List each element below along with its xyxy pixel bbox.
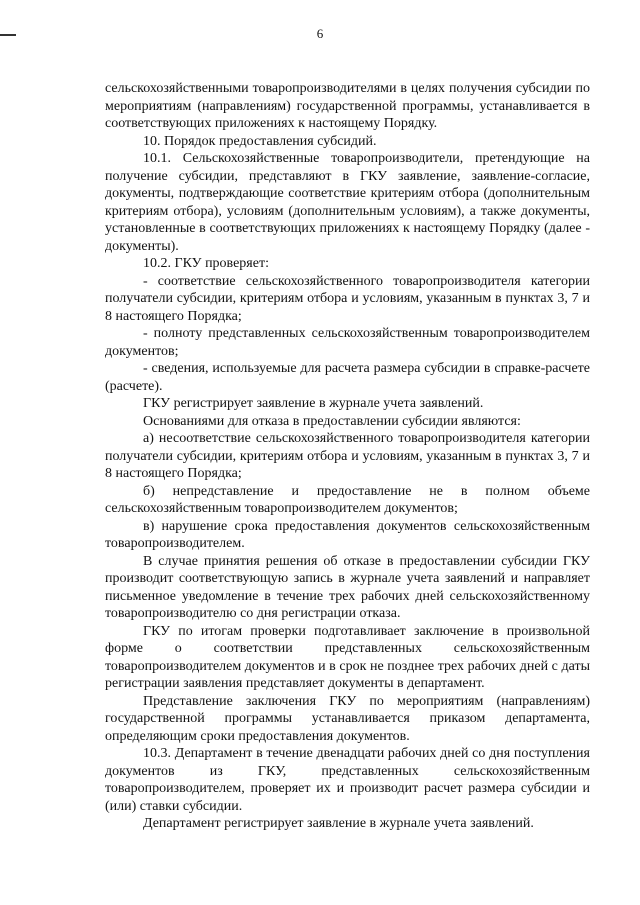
paragraph: б) непредставление и предоставление не в полном объеме сельскохозяйственным товаропроизводителем документов;	[105, 483, 590, 516]
paragraph: Основаниями для отказа в предоставлении субсидии являются:	[143, 413, 521, 429]
paragraph: В случае принятия решения об отказе в предоставлении субсидии ГКУ производит соответствующую запись в журнале учета заявлений и направляет письменное уведомление в течение трех рабочих дней сельскохозяйственному товаропроизводителю со дня регистрации отказа.	[105, 553, 590, 621]
page-number: 6	[316, 26, 324, 41]
paragraph: Департамент регистрирует заявление в журнале учета заявлений.	[143, 816, 534, 831]
paragraph: в) нарушение срока предоставления документов сельскохозяйственным товаропроизводителем.	[105, 518, 590, 551]
paragraph: сельскохозяйственными товаропроизводителями в целях получения субсидии по мероприятиям (направлениям) государственной программы, устанавливается в соответствующих приложениях к настоящему Порядку.	[105, 81, 590, 131]
paragraph: - полноту представленных сельскохозяйственным товаропроизводителем документов;	[105, 326, 590, 359]
paragraph: а) несоответствие сельскохозяйственного товаропроизводителя категории получатели субсидии, критериям отбора и условиям, указанным в пунктах 3, 7 и 8 настоящего Порядка;	[105, 431, 590, 481]
document-body	[105, 80, 590, 833]
paragraph: 10. Порядок предоставления субсидий.	[143, 133, 377, 149]
paragraph: - соответствие сельскохозяйственного товаропроизводителя категории получатели субсидии, критериям отбора и условиям, указанным в пунктах 3, 7 и 8 настоящего Порядка;	[105, 273, 590, 324]
paragraph: - сведения, используемые для расчета размера субсидии в справке-расчете (расчете).	[105, 361, 590, 394]
paragraph: Представление заключения ГКУ по мероприятиям (направлениям) государственной программы устанавливается приказом департамента, определяющим сроки предоставления документов.	[105, 693, 590, 744]
paragraph: ГКУ регистрирует заявление в журнале учета заявлений.	[143, 396, 484, 411]
paragraph: 10.3. Департамент в течение двенадцати рабочих дней со дня поступления документов из ГКУ, представленных сельскохозяйственным товаропроизводителем, проверяет их и производит расчет размера субсидии и (или) ставки субсидии.	[105, 746, 590, 814]
paragraph: 10.2. ГКУ проверяет:	[143, 256, 269, 271]
paragraph: 10.1. Сельскохозяйственные товаропроизводители, претендующие на получение субсидии, представляют в ГКУ заявление, заявление-согласие, документы, подтверждающие соответствие критериям отбора (дополнительным критериям отбора), условиям (дополнительным условиям), а также документы, установленные в соответствующих приложениях к настоящему Порядку (далее - документы).	[105, 151, 590, 254]
paragraph: ГКУ по итогам проверки подготавливает заключение в произвольной форме о соответствии представленных сельскохозяйственным товаропроизводителем документов и в срок не позднее трех рабочих дней с даты регистрации заявления представляет документы в департамент.	[105, 623, 590, 691]
